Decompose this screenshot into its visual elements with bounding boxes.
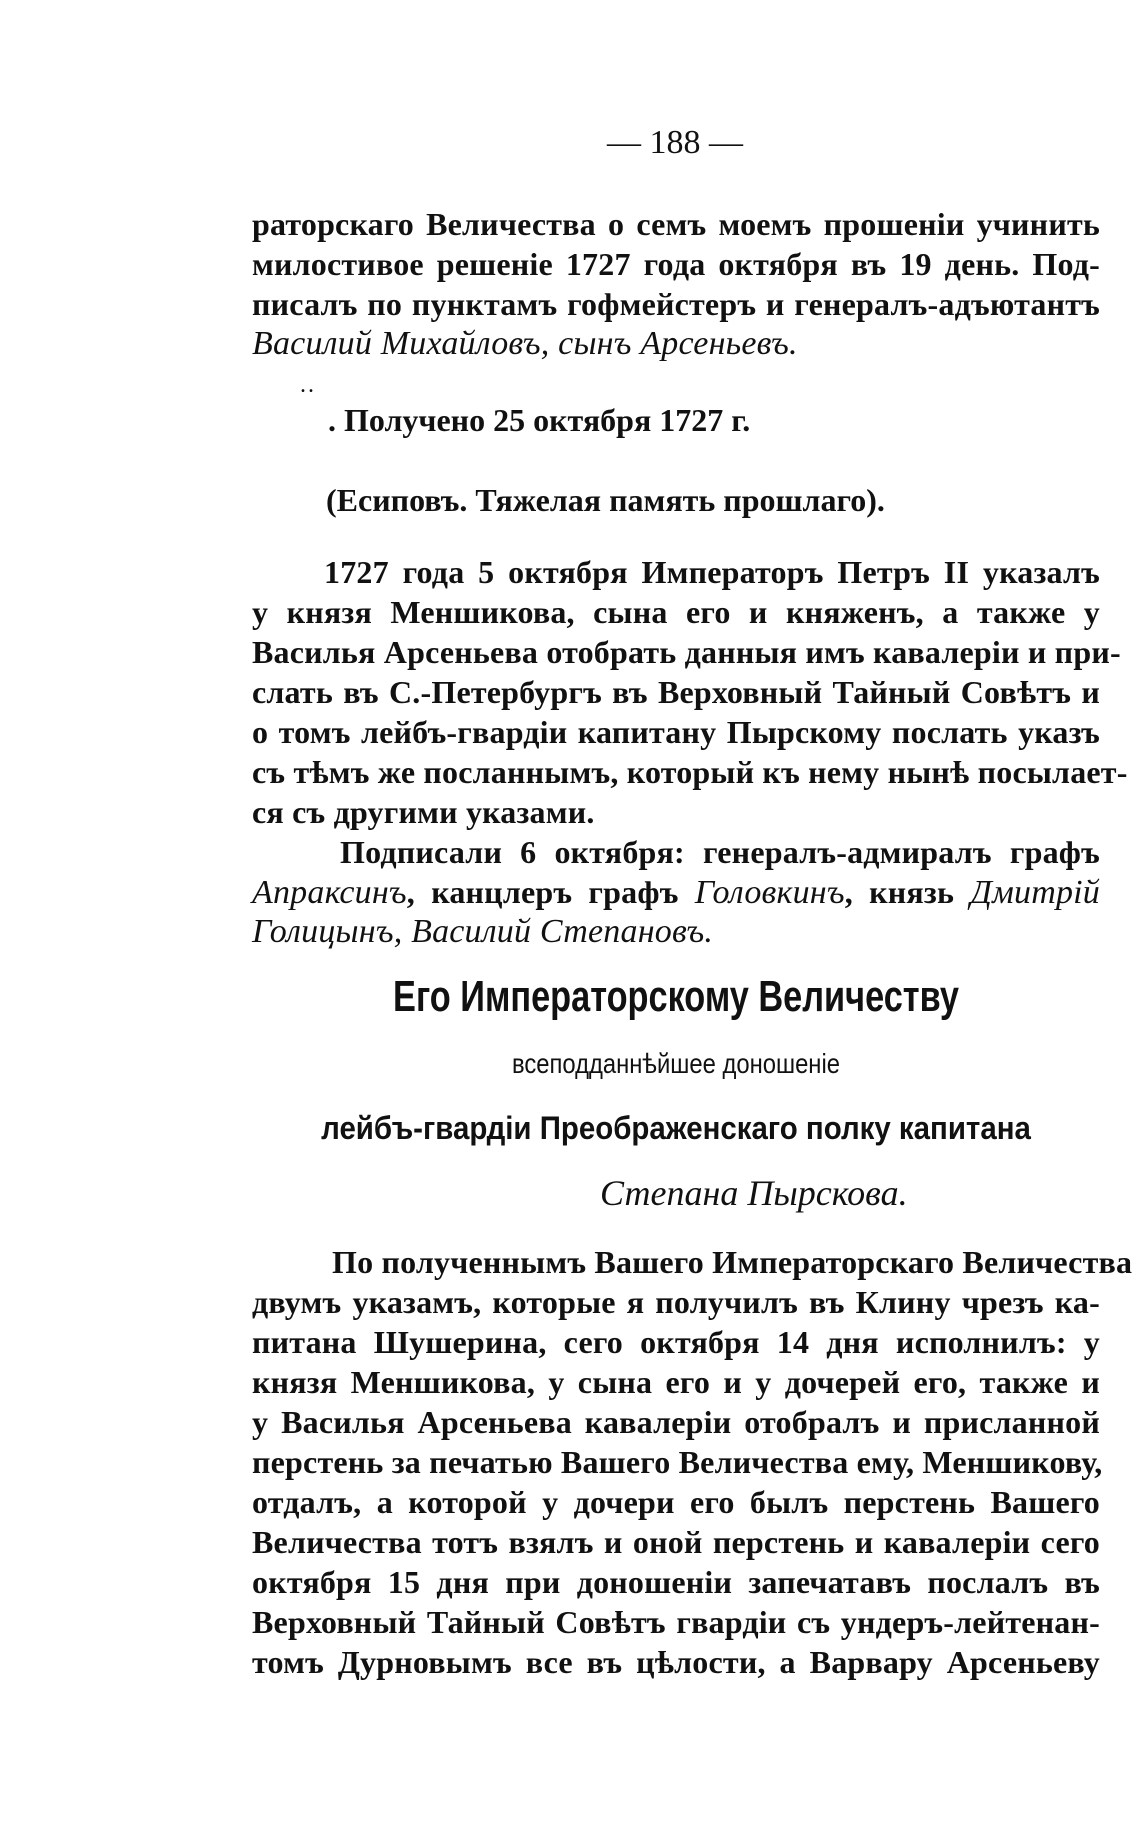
- text-line: у князя Меншикова, сына его и княженъ, а также у: [252, 594, 1100, 630]
- signatories-line-2: Голицынъ, Василий Степановъ.: [252, 913, 714, 950]
- received-note: . Получено 25 октября 1727 г.: [328, 402, 751, 438]
- signatories-line: [252, 872, 1100, 912]
- text-line: По полученнымъ Вашего Императорскаго Величества: [332, 1244, 1133, 1280]
- text-line: у Василья Арсеньева кавалерiи отобралъ и присланной: [252, 1404, 1100, 1440]
- text-line: ся съ другими указами.: [252, 794, 595, 830]
- signatory-golovkin: Головкинъ: [694, 874, 845, 911]
- marginal-dots: ..: [300, 372, 316, 398]
- text-line: съ тѣмъ же посланнымъ, который къ нему нынѣ посылает-: [252, 754, 1128, 790]
- text-line: томъ Дурновымъ все въ цѣлости, а Варвару Арсеньеву: [252, 1644, 1100, 1680]
- text-line: раторскаго Величества о семъ моемъ прошенiи учинить: [252, 206, 1100, 242]
- text-line: Василья Арсеньева отобрать данныя имъ кавалерiи и при-: [252, 634, 1121, 670]
- signatory-apraksin: Апраксинъ: [252, 874, 407, 911]
- document-subheading: всеподданнѣйшее доношенiе: [512, 1048, 840, 1079]
- signatory-separator: , канцлеръ графъ: [406, 874, 695, 910]
- text-line: Подписали 6 октября: генералъ-адмиралъ графъ: [340, 834, 1100, 870]
- page-number: — 188 —: [607, 124, 743, 161]
- source-citation: (Есиповъ. Тяжелая память прошлаго).: [326, 482, 885, 518]
- text-line: писалъ по пунктамъ гофмейстеръ и генералъ-адъютантъ: [252, 286, 1100, 322]
- signatory-dmitriy: Дмитрiй: [970, 874, 1100, 911]
- paragraph-decree: [252, 552, 1128, 952]
- text-line: Величества тотъ взялъ и оной перстень и кавалерiи сего: [252, 1524, 1100, 1560]
- text-line: милостивое решенiе 1727 года октября въ 19 день. Под-: [252, 246, 1100, 282]
- document-author-title: лейбъ-гвардiи Преображенскаго полку капитана: [321, 1110, 1031, 1146]
- signature-line: Василий Михайловъ, сынъ Арсеньевъ.: [252, 325, 798, 362]
- paragraph-report: [252, 1242, 1133, 1682]
- paragraph-petition-end: [252, 204, 1100, 364]
- signatory-separator: , князь: [844, 874, 971, 910]
- text-line: отдалъ, а которой у дочери его былъ перстень Вашего: [252, 1484, 1100, 1520]
- text-line: питана Шушерина, сего октября 14 дня исполнилъ: у: [252, 1324, 1100, 1360]
- text-line: двумъ указамъ, которые я получилъ въ Клину чрезъ ка-: [252, 1284, 1100, 1320]
- text-line: Верховный Тайный Совѣтъ гвардiи съ ундеръ-лейтенан-: [252, 1604, 1100, 1640]
- document-author-name: Степана Пырскова.: [600, 1173, 908, 1213]
- text-line: октября 15 дня при доношенiи запечатавъ послалъ въ: [252, 1564, 1100, 1600]
- document-heading: Его Императорскому Величеству: [393, 972, 959, 1021]
- text-line: слать въ С.-Петербургъ въ Верховный Тайный Совѣтъ и: [252, 674, 1100, 710]
- text-line: князя Меншикова, у сына его и у дочерей его, также и: [252, 1364, 1100, 1400]
- text-line: о томъ лейбъ-гвардiи капитану Пырскому послать указъ: [252, 714, 1100, 750]
- text-line: перстень за печатью Вашего Величества ему, Меншикову,: [252, 1444, 1103, 1480]
- text-line: 1727 года 5 октября Императоръ Петръ II указалъ: [324, 554, 1100, 590]
